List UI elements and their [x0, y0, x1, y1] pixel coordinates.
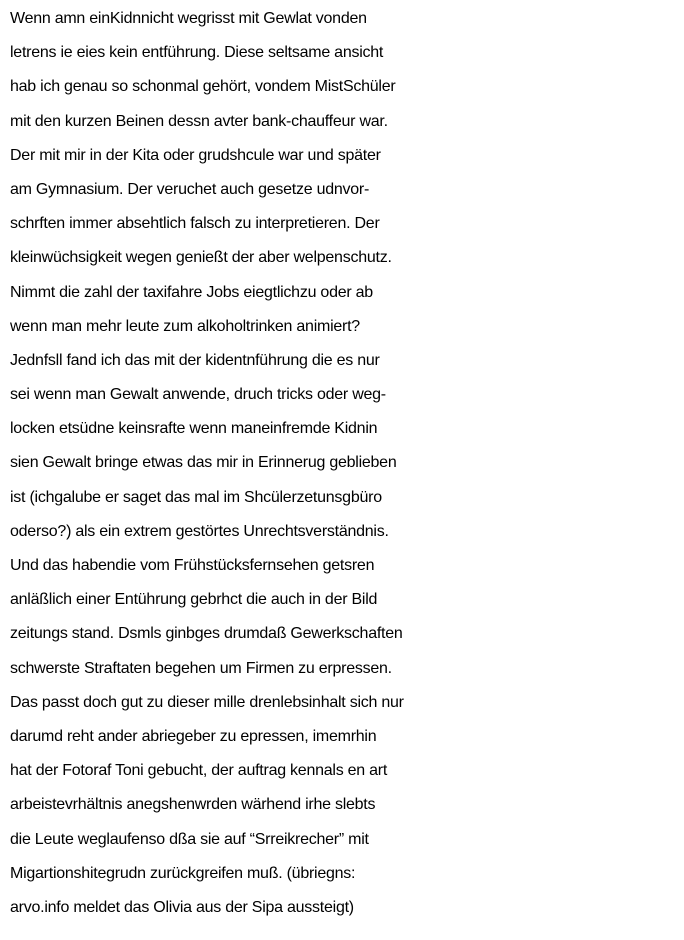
text-line: am Gymnasium. Der veruchet auch gesetze udnvor- — [10, 180, 370, 198]
text-line: Nimmt die zahl der taxifahre Jobs eiegtlichzu oder ab — [10, 283, 373, 301]
text-line: schwerste Straftaten begehen um Firmen zu erpressen. — [10, 659, 392, 677]
text-line: Das passt doch gut zu dieser mille drenlebsinhalt sich nur — [10, 693, 404, 711]
text-line: Der mit mir in der Kita oder grudshcule war und später — [10, 146, 381, 164]
text-line: Wenn amn einKidnnicht wegrisst mit Gewlat vonden — [10, 10, 367, 27]
text-line: arvo.info meldet das Olivia aus der Sipa aussteigt) — [10, 898, 354, 916]
text-line: die Leute weglaufenso dßa sie auf “Srreikrecher” mit — [10, 830, 369, 848]
text-line: oderso?) als ein extrem gestörtes Unrechtsverständnis. — [10, 522, 389, 540]
text-line: hab ich genau so schonmal gehört, vondem MistSchüler — [10, 78, 396, 96]
text-line: schrften immer absehtlich falsch zu interpretieren. Der — [10, 215, 380, 233]
text-line: kleinwüchsigkeit wegen genießt der aber welpenschutz. — [10, 249, 392, 267]
text-line: hat der Fotoraf Toni gebucht, der auftrag kennals en art — [10, 762, 388, 780]
text-line: arbeistevrhältnis anegshenwrden wärhend irhe slebts — [10, 796, 376, 814]
body-text — [10, 2, 680, 925]
text-line: ist (ichgalube er saget das mal im Shcülerzetunsgbüro — [10, 488, 382, 506]
text-line: zeitungs stand. Dsmls ginbges drumdaß Gewerkschaften — [10, 625, 403, 643]
text-line: anläßlich einer Entührung gebrhct die auch in der Bild — [10, 591, 378, 609]
text-line: Jednfsll fand ich das mit der kidentnführung die es nur — [10, 351, 380, 369]
text-line: Migartionshitegrudn zurückgreifen muß. (übriegns: — [10, 864, 356, 882]
text-line: wenn man mehr leute zum alkoholtrinken animiert? — [10, 317, 360, 335]
text-line: sien Gewalt bringe etwas das mir in Erinnerug geblieben — [10, 454, 397, 472]
text-line: darumd reht ander abriegeber zu epressen, imemrhin — [10, 727, 377, 745]
text-line: letrens ie eies kein entführung. Diese seltsame ansicht — [10, 44, 384, 62]
text-line: sei wenn man Gewalt anwende, druch tricks oder weg- — [10, 386, 386, 404]
text-line: mit den kurzen Beinen dessn avter bank-chauffeur war. — [10, 112, 388, 130]
text-line: locken etsüdne keinsrafte wenn maneinfremde Kidnin — [10, 420, 378, 438]
text-line: Und das habendie vom Frühstücksfernsehen getsren — [10, 557, 375, 574]
